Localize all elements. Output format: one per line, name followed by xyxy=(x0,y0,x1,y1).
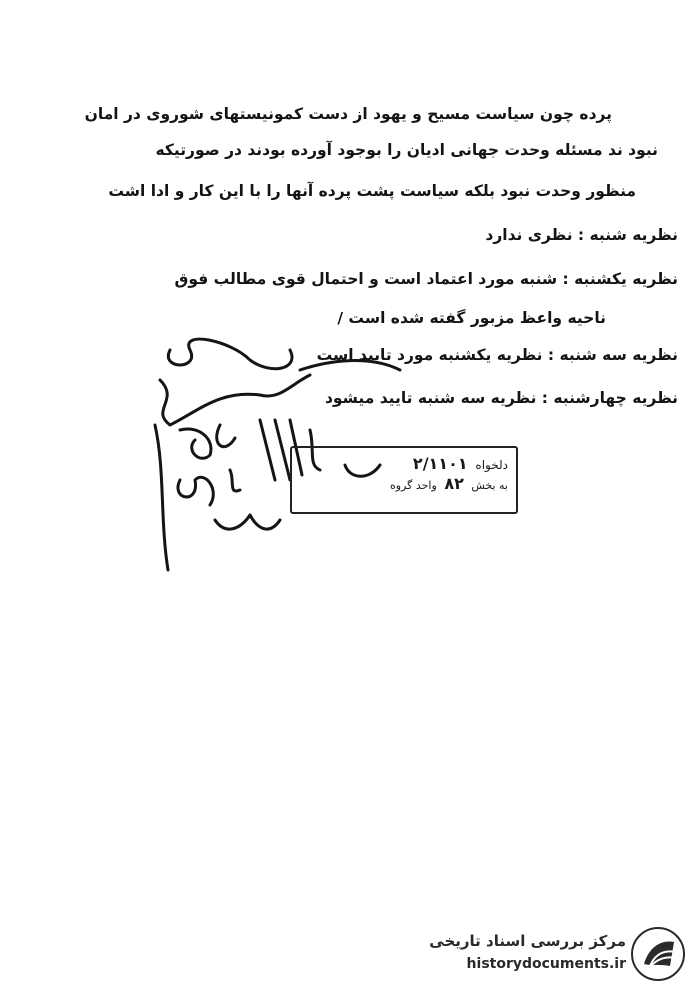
document-line-1: پرده چون سیاست مسیح و یهود از دست کمونیستهای شوروی در امان xyxy=(84,105,612,123)
stamp-row-2 xyxy=(390,474,508,493)
stamp-department-number: ۸۲ xyxy=(444,474,464,493)
stamp-label: دلخواه xyxy=(475,458,508,472)
stamp-row-1 xyxy=(409,454,508,473)
opinion-saturday: نظریه شنبه : نظری ندارد xyxy=(485,226,678,244)
stamp-department-label: به بخش xyxy=(471,479,508,492)
opinion-sunday: نظریه یکشنبه : شنبه مورد اعتماد است و احتمال قوی مطالب فوق xyxy=(174,270,678,288)
archive-watermark xyxy=(416,924,692,984)
document-line-2: نبود ند مسئله وحدت جهانی ادیان را بوجود آورده بودند در صورتیکه xyxy=(155,141,658,159)
archive-website: historydocuments.ir xyxy=(466,956,626,972)
opinion-tuesday: نظریه سه شنبه : نظریه یکشنبه مورد تایید است xyxy=(316,346,678,364)
document-line-3: منظور وحدت نبود بلکه سیاست پشت پرده آنها را با این کار و ادا اشت xyxy=(108,182,636,200)
opinion-wednesday: نظریه چهارشنبه : نظریه سه شنبه تایید میشود xyxy=(324,389,678,407)
opinion-sunday-continued: ناحیه واعظ مزبور گفته شده است / xyxy=(337,309,606,327)
book-pages-icon xyxy=(630,926,686,982)
stamp-number: ۲/۱۱۰۱ xyxy=(412,454,468,473)
archive-name: مرکز بررسی اسناد تاریخی xyxy=(429,932,626,950)
registration-stamp xyxy=(290,446,518,514)
stamp-unit-text: واحد گروه xyxy=(389,479,437,492)
